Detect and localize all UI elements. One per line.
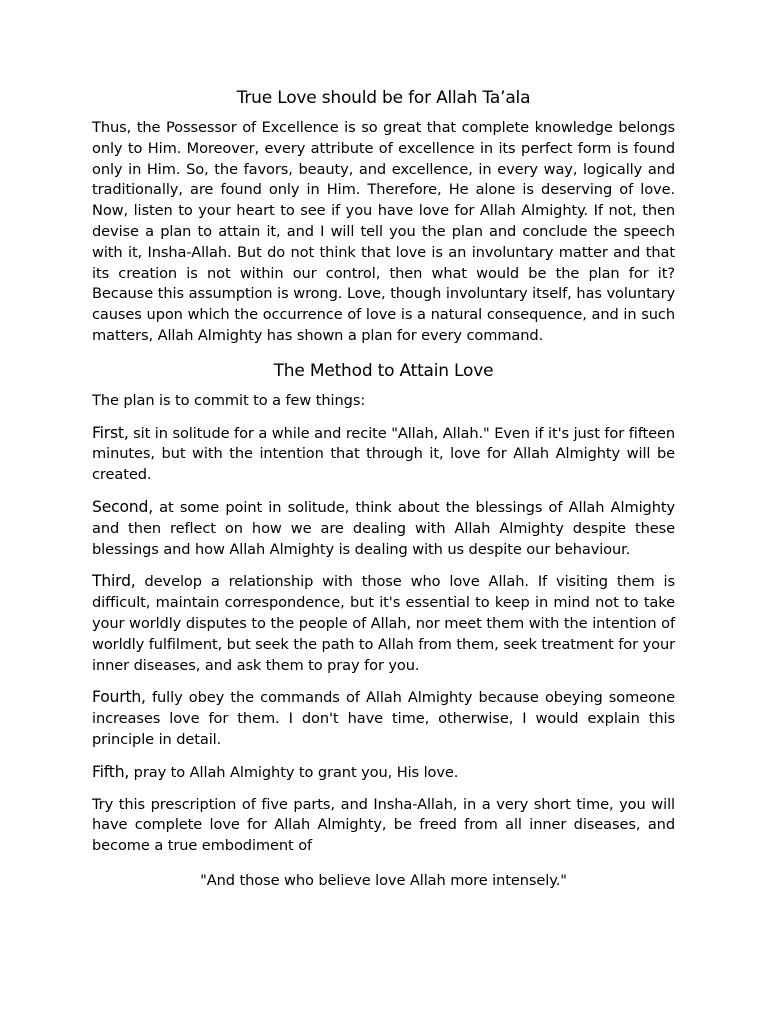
step-fifth-label: Fifth, — [92, 762, 130, 781]
step-third-label: Third, — [92, 572, 136, 591]
paragraph-plan-intro: The plan is to commit to a few things: — [92, 391, 366, 409]
paragraph-possessor-of-excellence: Thus, the Possessor of Excellence is so great that complete knowledge belongs only to Him. Moreover, every attribute of excellence in its perfect form is found only in Him. So, the favors, beauty, and excellence, in every way, logically and traditionally, are found only in Him. Therefore, He alone is deserving of love. Now, listen to your heart to see if you have love for Allah Almighty. If not, then devise a plan to attain it, and I will tell you the plan and conclude the speech with it, Insha-Allah. But do not think that love is an involuntary matter and that its creation is not within our control, then what would be the plan for it? Because this assumption is wrong. Love, though involuntary itself, has voluntary causes upon which the occurrence of love is a natural consequence, and in such matters, Allah Almighty has shown a plan for every command. — [92, 119, 675, 344]
step-second — [92, 497, 675, 560]
section-title-true-love: True Love should be for Allah Ta’ala — [236, 88, 531, 108]
step-first-text: sit in solitude for a while and recite "Allah, Allah." Even if it's just for fifteen minutes, but with the intention that through it, love for Allah Almighty will be created. — [92, 424, 675, 484]
step-fourth-text: fully obey the commands of Allah Almighty because obeying someone increases love for them. I don't have time, otherwise, I would explain this principle in detail. — [92, 689, 675, 748]
step-first — [92, 423, 675, 486]
step-second-text: at some point in solitude, think about the blessings of Allah Almighty and then reflect on how we are dealing with Allah Almighty despite these blessings and how Allah Almighty is dealing with us despite our behaviour. — [92, 498, 675, 558]
step-fourth — [92, 687, 675, 750]
step-third — [92, 571, 675, 676]
closing-quote: "And those who believe love Allah more intensely." — [200, 871, 567, 889]
paragraph-conclusion: Try this prescription of five parts, and Insha-Allah, in a very short time, you will have complete love for Allah Almighty, be freed from all inner diseases, and become a true embodiment of — [92, 795, 675, 855]
document-page — [92, 86, 675, 903]
step-fourth-label: Fourth, — [92, 688, 146, 707]
step-fifth-text: pray to Allah Almighty to grant you, His love. — [129, 763, 459, 781]
step-third-text: develop a relationship with those who love Allah. If visiting them is difficult, maintain correspondence, but it's essential to keep in mind not to take your worldly disputes to the people of Allah, nor meet them with the intention of worldly fulfilment, but seek the path to Allah from them, seek treatment for your inner diseases, and ask them to pray for you. — [92, 573, 675, 674]
step-first-label: First, — [92, 423, 129, 442]
step-fifth — [92, 762, 675, 784]
section-title-method: The Method to Attain Love — [273, 360, 494, 381]
step-second-label: Second, — [92, 497, 153, 516]
